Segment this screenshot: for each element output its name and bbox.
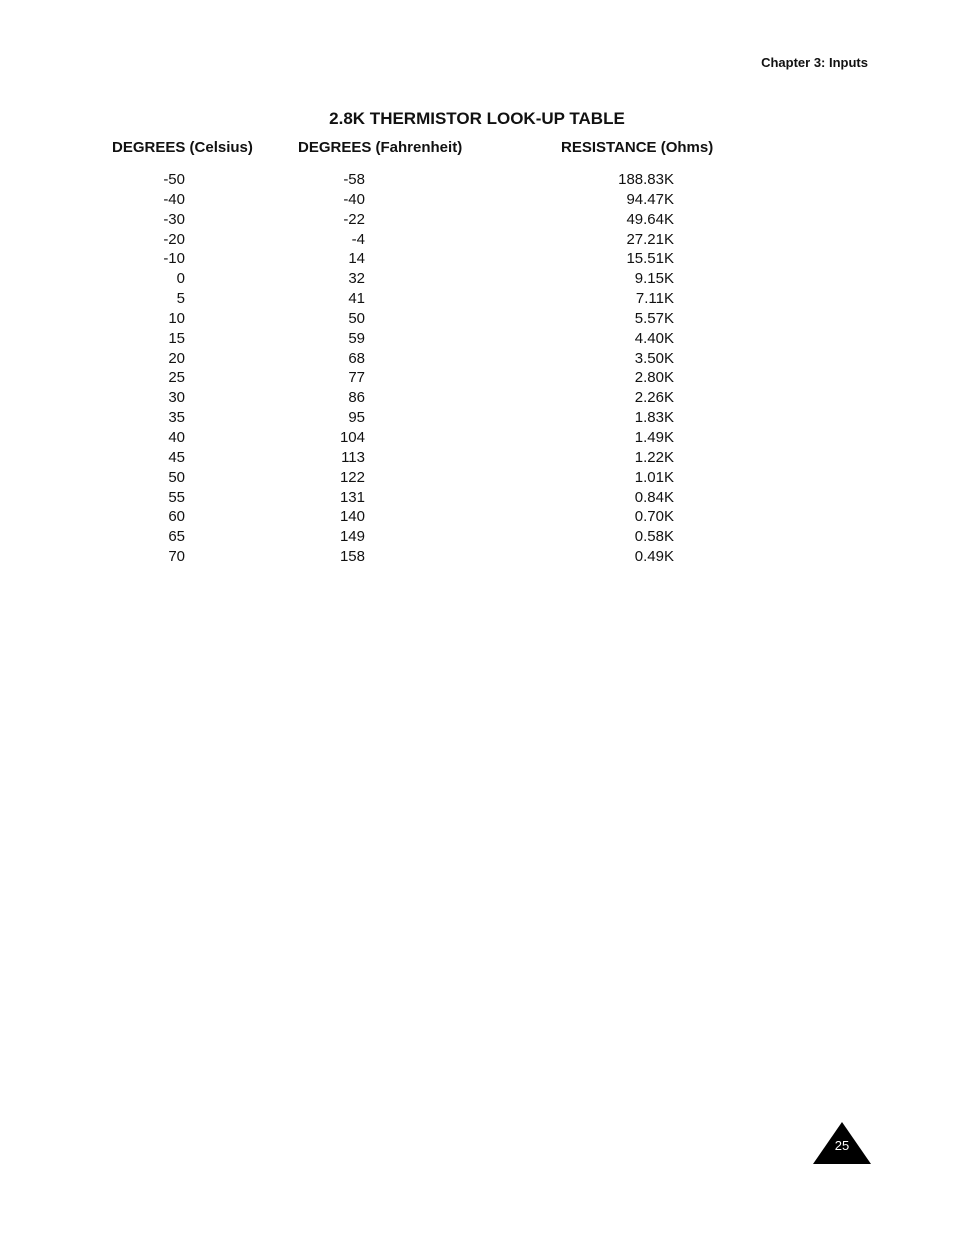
chapter-header: Chapter 3: Inputs xyxy=(761,55,868,70)
resistance-cell: 0.84K xyxy=(634,488,674,506)
fahrenheit-cell: 77 xyxy=(348,369,365,387)
celsius-cell: 70 xyxy=(168,548,185,566)
resistance-cell: 0.49K xyxy=(634,548,674,566)
celsius-cell: 5 xyxy=(176,290,185,308)
resistance-cell: 2.26K xyxy=(634,389,674,407)
page-number: 25 xyxy=(834,1138,850,1153)
table-row xyxy=(0,408,954,428)
table-row xyxy=(0,368,954,388)
resistance-cell: 15.51K xyxy=(626,250,674,268)
fahrenheit-cell: 104 xyxy=(339,428,365,446)
table-row xyxy=(0,269,954,289)
fahrenheit-cell: 68 xyxy=(348,349,365,367)
celsius-cell: 35 xyxy=(168,409,185,427)
resistance-cell: 1.01K xyxy=(634,468,674,486)
resistance-cell: 2.80K xyxy=(634,369,674,387)
resistance-cell: 3.50K xyxy=(634,349,674,367)
resistance-cell: 4.40K xyxy=(634,329,674,347)
fahrenheit-cell: 149 xyxy=(339,528,365,546)
celsius-cell: 40 xyxy=(168,428,185,446)
column-header-celsius: DEGREES (Celsius) xyxy=(112,139,253,156)
table-row xyxy=(0,388,954,408)
table-row xyxy=(0,190,954,210)
table-row xyxy=(0,448,954,468)
resistance-cell: 1.83K xyxy=(634,409,674,427)
celsius-cell: -30 xyxy=(163,210,185,228)
fahrenheit-cell: 41 xyxy=(348,290,365,308)
fahrenheit-cell: 140 xyxy=(339,508,365,526)
table-row xyxy=(0,428,954,448)
celsius-cell: 55 xyxy=(168,488,185,506)
celsius-cell: 10 xyxy=(168,309,185,327)
table-row xyxy=(0,329,954,349)
celsius-cell: -50 xyxy=(163,171,185,188)
table-row xyxy=(0,289,954,309)
resistance-cell: 5.57K xyxy=(634,309,674,327)
table-row xyxy=(0,170,954,190)
fahrenheit-cell: -58 xyxy=(343,171,365,188)
celsius-cell: 60 xyxy=(168,508,185,526)
celsius-cell: -20 xyxy=(163,230,185,248)
resistance-cell: 0.70K xyxy=(634,508,674,526)
fahrenheit-cell: 50 xyxy=(348,309,365,327)
column-header-fahrenheit: DEGREES (Fahrenheit) xyxy=(298,139,463,156)
resistance-cell: 0.58K xyxy=(634,528,674,546)
table-row xyxy=(0,468,954,488)
fahrenheit-cell: 158 xyxy=(339,548,365,566)
celsius-cell: -10 xyxy=(163,250,185,268)
resistance-cell: 27.21K xyxy=(626,230,674,248)
thermistor-table xyxy=(0,170,954,567)
table-row xyxy=(0,230,954,250)
celsius-cell: 15 xyxy=(168,329,185,347)
table-row xyxy=(0,349,954,369)
fahrenheit-cell: -22 xyxy=(343,210,365,228)
column-header-resistance: RESISTANCE (Ohms) xyxy=(561,139,714,156)
fahrenheit-cell: 86 xyxy=(348,389,365,407)
table-row xyxy=(0,249,954,269)
resistance-cell: 7.11K xyxy=(635,290,674,308)
celsius-cell: 20 xyxy=(168,349,185,367)
resistance-cell: 1.49K xyxy=(634,428,674,446)
fahrenheit-cell: 122 xyxy=(339,468,365,486)
celsius-cell: 30 xyxy=(168,389,185,407)
resistance-cell: 9.15K xyxy=(634,270,674,288)
fahrenheit-cell: -4 xyxy=(351,230,365,248)
fahrenheit-cell: 14 xyxy=(348,250,365,268)
fahrenheit-cell: 131 xyxy=(339,488,365,506)
fahrenheit-cell: 59 xyxy=(348,329,365,347)
celsius-cell: -40 xyxy=(163,190,185,208)
celsius-cell: 45 xyxy=(168,448,185,466)
celsius-cell: 65 xyxy=(168,528,185,546)
page-title: 2.8K THERMISTOR LOOK-UP TABLE xyxy=(329,109,625,128)
table-row xyxy=(0,210,954,230)
page-marker xyxy=(813,1122,871,1164)
fahrenheit-cell: 32 xyxy=(348,270,365,288)
table-row xyxy=(0,488,954,508)
celsius-cell: 0 xyxy=(176,270,185,288)
resistance-cell: 1.22K xyxy=(634,448,674,466)
table-row xyxy=(0,547,954,567)
table-row xyxy=(0,527,954,547)
table-row xyxy=(0,309,954,329)
table-row xyxy=(0,507,954,527)
celsius-cell: 25 xyxy=(168,369,185,387)
resistance-cell: 94.47K xyxy=(626,190,674,208)
celsius-cell: 50 xyxy=(168,468,185,486)
fahrenheit-cell: 95 xyxy=(348,409,365,427)
fahrenheit-cell: 113 xyxy=(341,448,365,466)
fahrenheit-cell: -40 xyxy=(343,190,365,208)
resistance-cell: 49.64K xyxy=(626,210,674,228)
resistance-cell: 188.83K xyxy=(618,171,674,188)
